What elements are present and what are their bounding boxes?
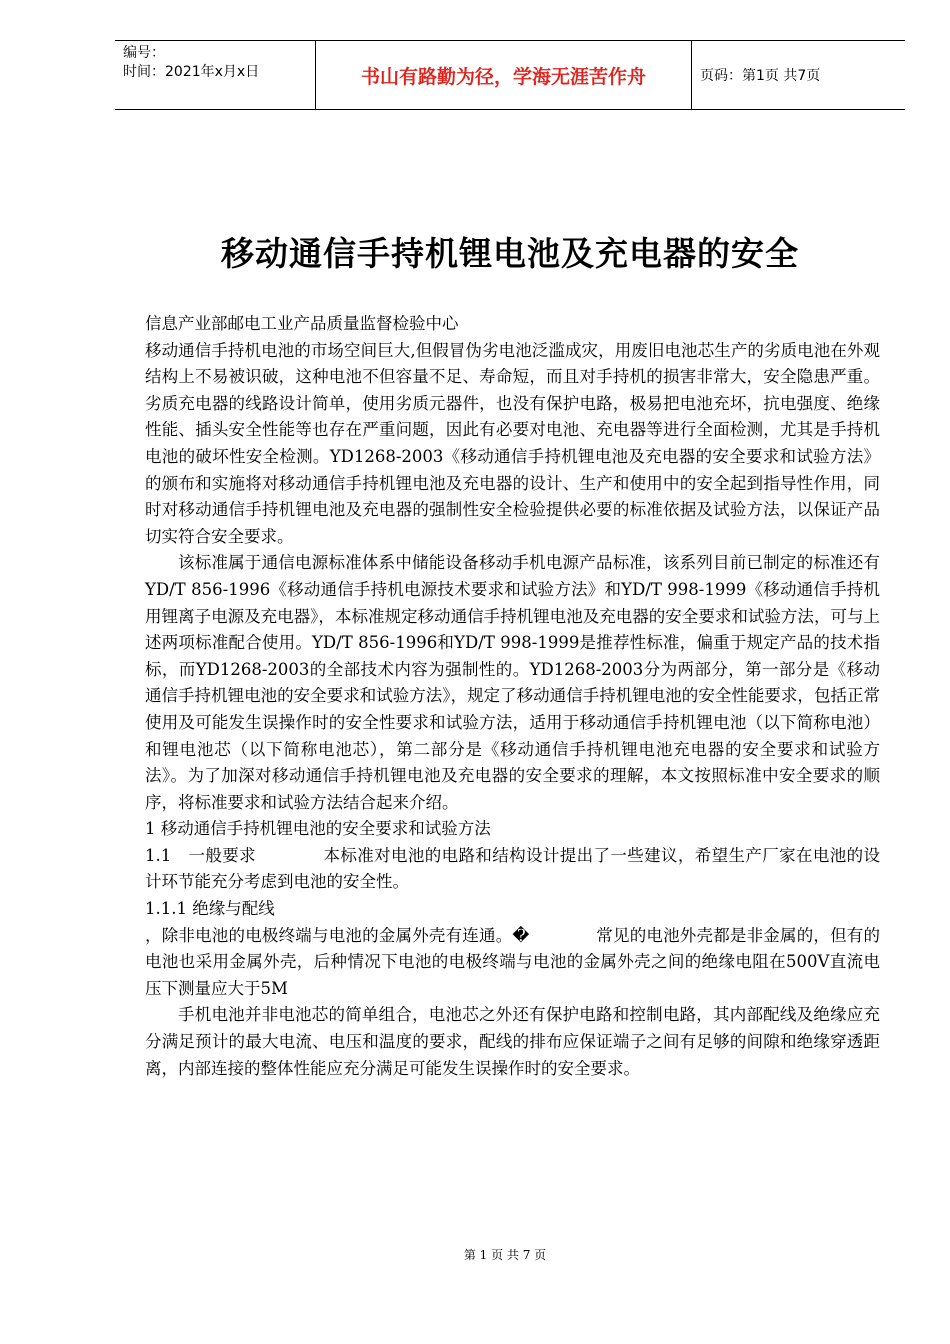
paragraph-insulation: ，除非电池的电极终端与电池的金属外壳有连通。� 常见的电池外壳都是非金属的，但有的电池也采用金属外壳，后种情况下电池的电极终端与电池的金属外壳之间的绝缘电阻在500V直流电压下测量应大于5M <box>145 925 880 998</box>
paragraph-general-requirements: 1.1 一般要求 本标准对电池的电路和结构设计提出了一些建议，希望生产厂家在电池的设计环节能充分考虑到电池的安全性。 <box>145 845 880 892</box>
section-heading-1-1-1: 1.1.1 绝缘与配线 <box>145 899 275 919</box>
number-label: 编号： <box>123 45 165 61</box>
paragraph-intro: 移动通信手持机电池的市场空间巨大,但假冒伪劣电池泛滥成灾，用废旧电池芯生产的劣质电池在外观结构上不易被识破，这种电池不但容量不足、寿命短，而且对手持机的损害非常大，安全隐患严重。劣质充电器的线路设计简单，使用劣质元器件，也没有保护电路，极易把电池充坏，抗电强度、绝缘性能、插头安全性能等也存在严重问题，因此有必要对电池、充电器等进行全面检测，尤其是手持机电池的破坏性安全检测。YD1268-2003《移动通信手持机锂电池及充电器的安全要求和试验方法》的颁布和实施将对移动通信手持机锂电池及充电器的设计、生产和使用中的安全起到指导性作用，同时对移动通信手持机锂电池及充电器的强制性安全检验提供必要的标准依据及试验方法，以保证产品切实符合安全要求。 <box>145 340 880 546</box>
paragraph-standard: 该标准属于通信电源标准体系中储能设备移动手机电源产品标准，该系列目前已制定的标准还有YD/T 856-1996《移动通信手持机电源技术要求和试验方法》和YD/T 998-1999《移动通信手持机用锂离子电源及充电器》，本标准规定移动通信手持机锂电池及充电器的安全要求和试验方法，可与上述两项标准配合使用。YD/T 856-1996和YD/T 998-1999是推荐性标准，偏重于规定产品的技术指标，而YD1268-2003的全部技术内容为强制性的。YD1268-2003分为两部分，第一部分是《移动通信手持机锂电池的安全要求和试验方法》，规定了移动通信手持机锂电池的安全性能要求，包括正常使用及可能发生误操作时的安全性要求和试验方法，适用于移动通信手持机锂电池（以下简称电池）和锂电池芯（以下简称电池芯），第二部分是《移动通信手持机锂电池充电器的安全要求和试验方法》。为了加深对移动通信手持机锂电池及充电器的安全要求的理解，本文按照标准中安全要求的顺序，将标准要求和试验方法结合起来介绍。 <box>145 553 880 812</box>
header-page-info: 页码：第1页 共7页 <box>700 68 821 84</box>
paragraph-wiring: 手机电池并非电池芯的简单组合，电池芯之外还有保护电路和控制电路，其内部配线及绝缘应充分满足预计的最大电流、电压和温度的要求，配线的排布应保证端子之间有足够的间隙和绝缘穿透距离，内部连接的整体性能应充分满足可能发生误操作时的安全要求。 <box>145 1005 880 1078</box>
time-label: 时间：2021年x月x日 <box>123 64 260 80</box>
header-meta <box>115 41 315 109</box>
page-footer: 第 1 页 共 7 页 <box>463 1248 547 1262</box>
document-body <box>145 311 880 1082</box>
section-heading-1: 1 移动通信手持机锂电池的安全要求和试验方法 <box>145 819 491 839</box>
document-title: 移动通信手持机锂电池及充电器的安全 <box>221 234 799 273</box>
page-header <box>115 40 905 110</box>
header-motto: 书山有路勤为径，学海无涯苦作舟 <box>315 41 692 109</box>
paragraph-organization: 信息产业部邮电工业产品质量监督检验中心 <box>145 314 459 333</box>
